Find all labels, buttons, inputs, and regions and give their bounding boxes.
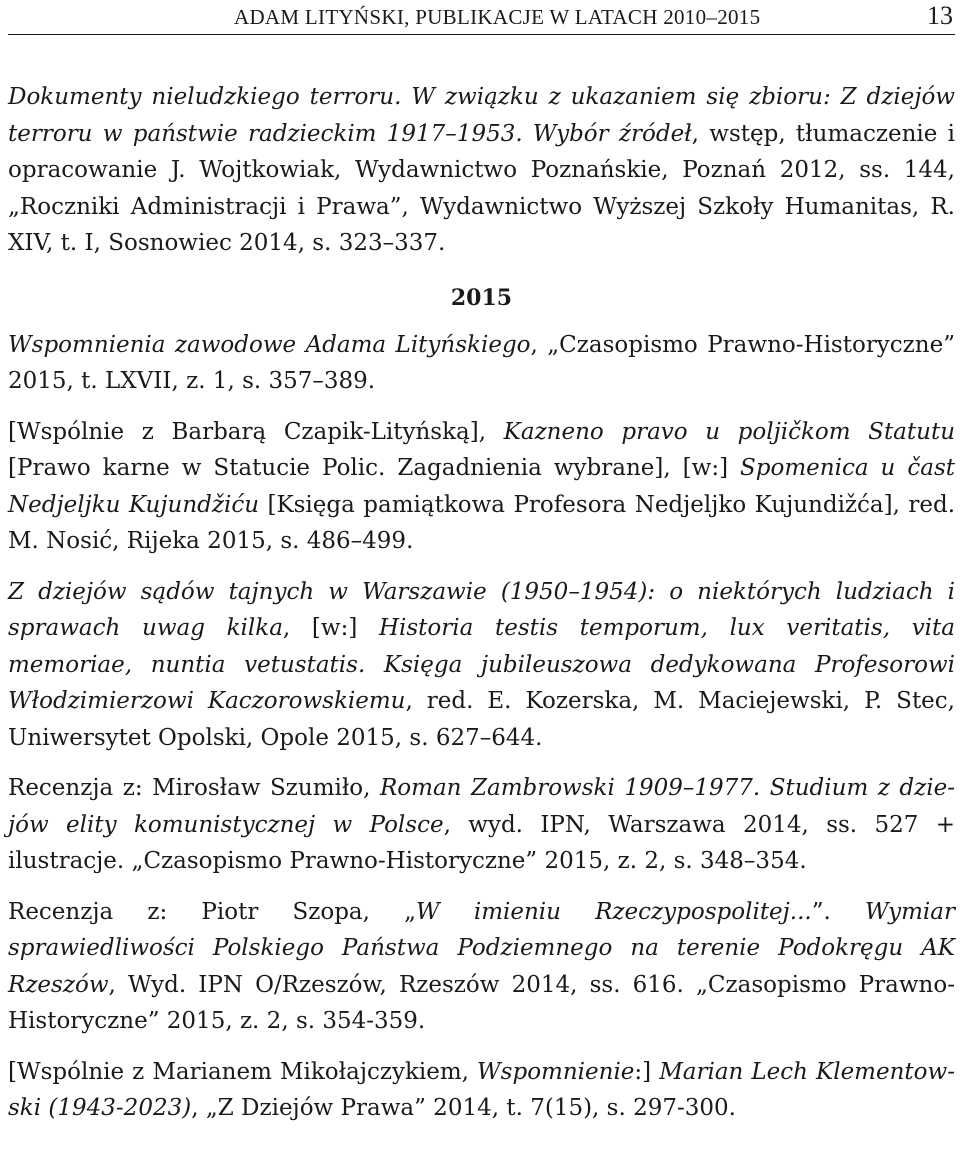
text-segment: , „Z Dziejów Prawa” 2014, t. 7(15), s. 297-300. [191, 1095, 736, 1121]
text-segment: [Wspólnie z Barbarą Czapik-Lityńską], [8, 418, 504, 445]
text-segment: , red. E. Kozerska, M. Maciejewski, P. Stec, Uniwersytet Opolski, Opole 2015, s. 627–644. [8, 688, 955, 751]
text-segment: , „Czasopismo Prawno-Historyczne” 2015, t. LXVII, z. 1, s. 357–389. [8, 331, 955, 394]
italic-text: Kazneno pravo u poljičkom Statutu [503, 418, 956, 445]
entry-wspomnienia [8, 327, 955, 400]
italic-text: Historia testis temporum, lux veritatis, vita memoriae, nuntia vetustatis. Księga jubileuszowa dedykowana Profesorowi Włodzimierzowi Kaczorowskiemu [8, 615, 955, 714]
entry-recenzja-szopa [8, 894, 955, 1040]
text-segment: [Księga pamiątkowa Profesora Nedjeljko Kujundižća], red. M. Nosić, Rijeka 2015, s. 486–499. [8, 491, 956, 554]
entry-klementowski [8, 1054, 955, 1127]
italic-text: Dokumenty nieludzkiego terroru. W związku z ukazaniem się zbioru: Z dziejów terroru w państwie radzieckim 1917–1953. Wybór źródeł [8, 84, 955, 147]
year-heading: 2015 [450, 284, 513, 311]
entry-recenzja-szumilo [8, 770, 955, 880]
text-segment: , Wyd. IPN O/Rzeszów, Rzeszów 2014, ss. 616. „Czasopismo Prawno-Historyczne” 2015, z. 2, s. 354-359. [8, 971, 955, 1034]
entry-kazneno [8, 414, 955, 560]
text-segment: , wstęp, tłumaczenie i opracowanie J. Wojtkowiak, Wydawnictwo Poznańskie, Poznań 2012, ss. 144, „Roczniki Administracji i Prawa”, Wydawnictwo Wyższej Szkoły Humanitas, R. XIV, t. I, Sosnowiec 2014, s. 323–337. [8, 120, 955, 256]
italic-text: Wspomnienie [477, 1058, 635, 1085]
bibliography-list [8, 79, 955, 1127]
text-segment: ”. [811, 898, 865, 925]
text-segment: , wyd. IPN, Warszawa 2014, ss. 527 + ilustracje. „Czasopismo Prawno-Historyczne” 2015, z. 2, s. 348–354. [8, 811, 956, 874]
italic-text: W imieniu Rzeczypospolitej... [416, 898, 812, 925]
entry-sady-tajne [8, 574, 955, 757]
running-title: ADAM LITYŃSKI, PUBLIKACJE W LATACH 2010–2015 [234, 5, 761, 29]
text-segment: [Wspólnie z Marianem Mikołajczykiem, [8, 1058, 478, 1085]
text-segment: Recenzja z: Piotr Szopa, „ [8, 898, 417, 925]
running-header [8, 0, 955, 35]
text-segment: [Prawo karne w Statucie Polic. Zagadnienia wybrane], [w:] [8, 455, 741, 481]
text-segment: Recenzja z: Mirosław Szumiło, [8, 775, 380, 801]
italic-text: Roman Zambrowski 1909–1977. Studium z dziejów elity komunistycznej w Polsce [8, 775, 955, 838]
entry-dokumenty [8, 79, 955, 262]
italic-text: Wspomnienia zawodowe Adama Lityńskiego [8, 331, 531, 358]
italic-text: Wymiar sprawiedliwości Polskiego Państwa Podziemnego na terenie Podokręgu AK Rzeszów [8, 898, 955, 998]
text-segment: :] [634, 1058, 660, 1085]
page-number: 13 [927, 1, 953, 30]
italic-text: Marian Lech Klementowski (1943-2023) [8, 1058, 955, 1121]
italic-text: Z dziejów sądów tajnych w Warszawie (1950–1954): o niektórych ludziach i sprawach uwag kilka [8, 578, 955, 641]
text-segment: , [w:] [282, 615, 379, 641]
italic-text: Spomenica u čast Nedjeljku Kujundžiću [8, 455, 956, 518]
